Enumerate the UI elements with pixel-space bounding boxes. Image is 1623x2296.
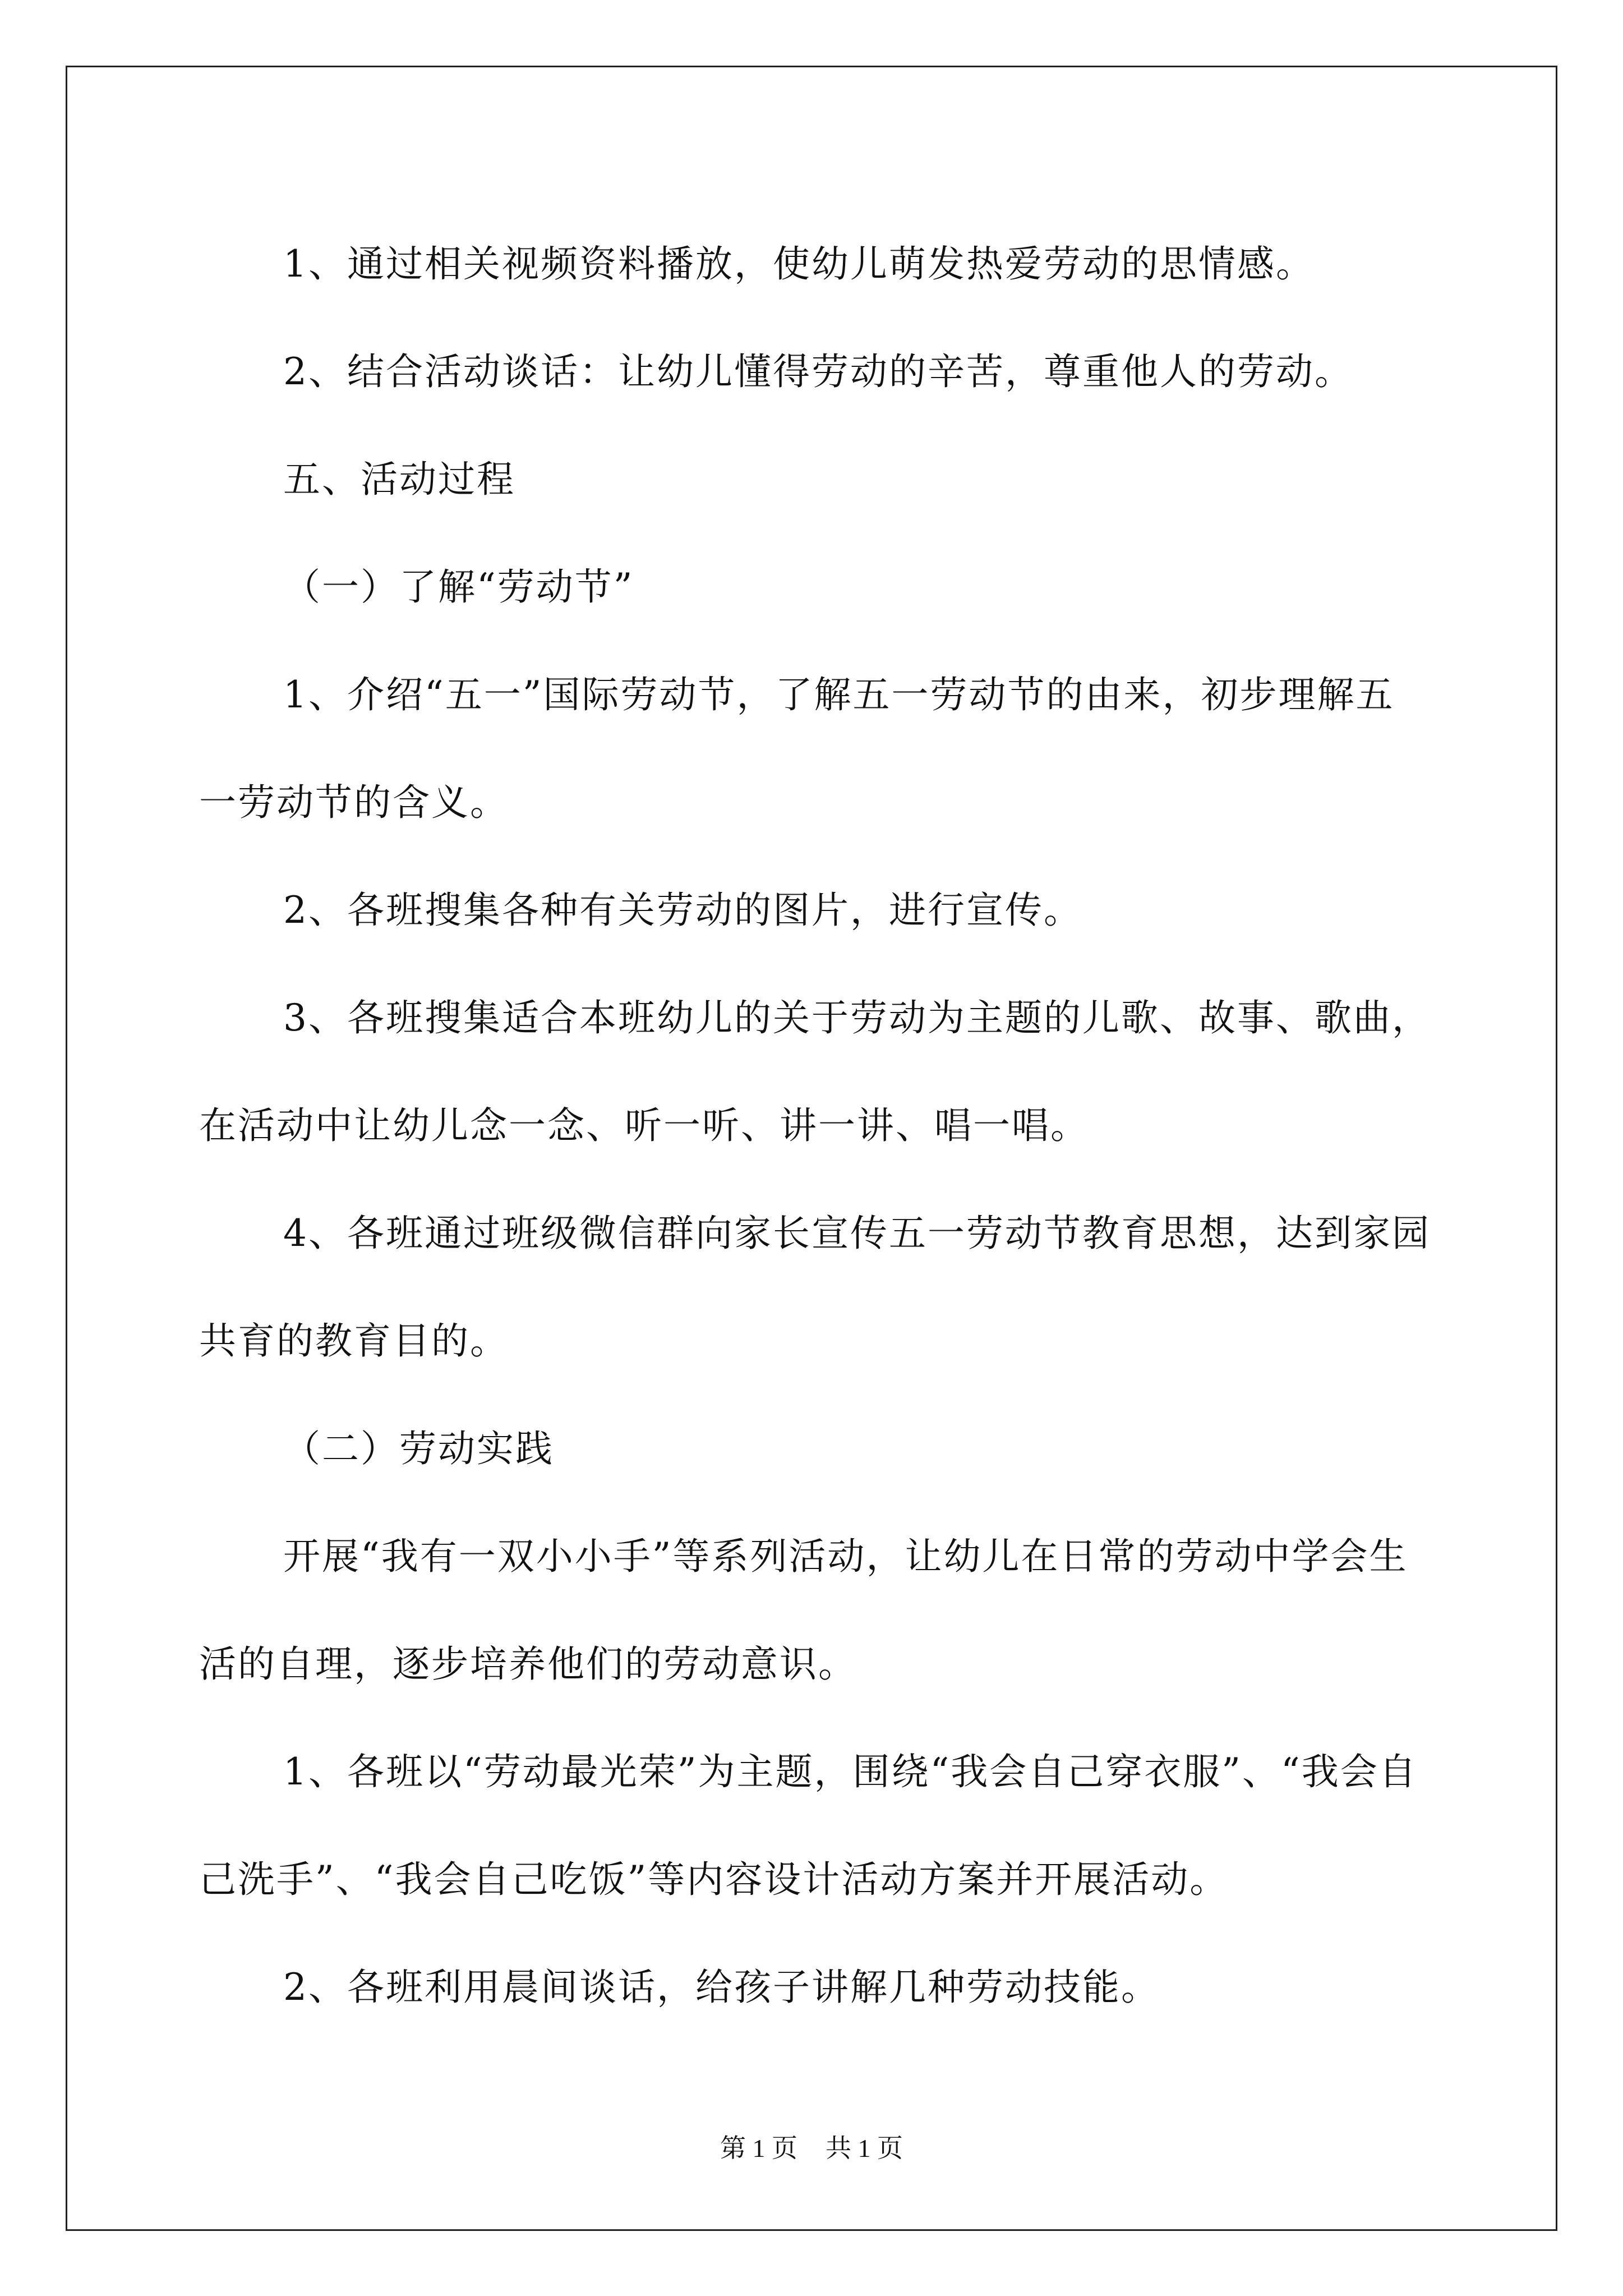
paragraph-collect-songs: 3、各班搜集适合本班幼儿的关于劳动为主题的儿歌、故事、歌曲，在活动中让幼儿念一念、听一听、讲一讲、唱一唱。 <box>199 996 1431 1147</box>
page-total: 共 1 页 <box>826 2134 903 2162</box>
subsection-heading-practice: （二）劳动实践 <box>283 1427 554 1470</box>
paragraph-little-hands: 开展“我有一双小小手”等系列活动，让幼儿在日常的劳动中学会生活的自理，逐步培养他们的劳动意识。 <box>199 1535 1408 1686</box>
paragraph-collect-pictures: 2、各班搜集各种有关劳动的图片，进行宣传。 <box>283 889 1082 932</box>
document-body <box>199 210 1433 2041</box>
paragraph-morning-talk: 2、各班利用晨间谈话，给孩子讲解几种劳动技能。 <box>283 1966 1160 2009</box>
section-heading-process: 五、活动过程 <box>283 458 515 501</box>
paragraph-goal-2: 2、结合活动谈话：让幼儿懂得劳动的辛苦，尊重他人的劳动。 <box>283 350 1353 393</box>
paragraph-wechat: 4、各班通过班级微信群向家长宣传五一劳动节教育思想，达到家园共育的教育目的。 <box>199 1212 1431 1363</box>
paragraph-goal-1: 1、通过相关视频资料播放，使幼儿萌发热爱劳动的思情感。 <box>283 242 1315 286</box>
page-footer <box>0 2132 1623 2165</box>
subsection-heading-learn: （一）了解“劳动节” <box>283 565 634 609</box>
paragraph-intro-holiday: 1、介绍“五一”国际劳动节，了解五一劳动节的由来，初步理解五一劳动节的含义。 <box>199 673 1395 824</box>
page-number: 第 1 页 <box>720 2134 797 2162</box>
paragraph-theme-activities: 1、各班以“劳动最光荣”为主题，围绕“我会自己穿衣服”、“我会自己洗手”、“我会自己吃饭”等内容设计活动方案并开展活动。 <box>199 1750 1418 1901</box>
